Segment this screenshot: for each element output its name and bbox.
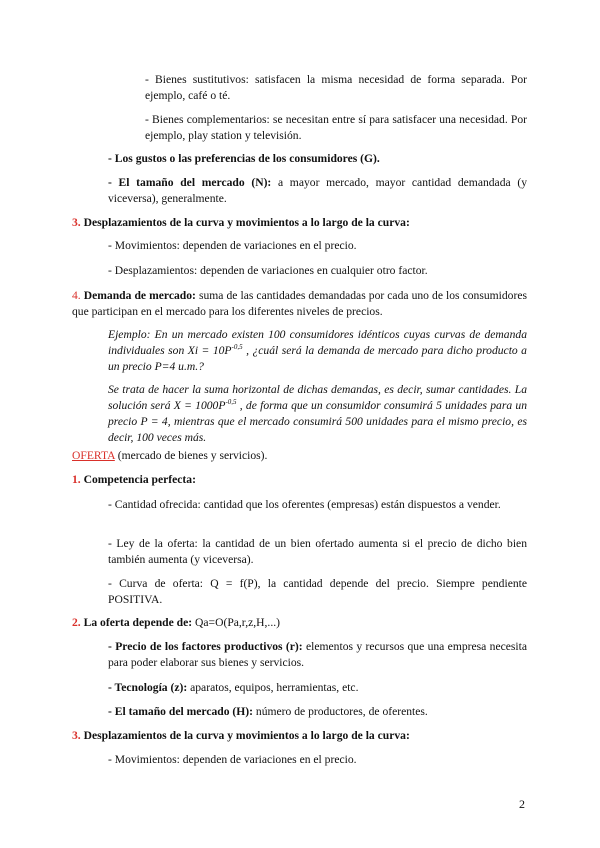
- curva-oferta-paragraph: - Curva de oferta: Q = f(P), la cantidad depende del precio. Siempre pendiente POSITIVA.: [108, 577, 527, 606]
- oferta-3-title: Desplazamientos de la curva y movimientos a lo largo de la curva:: [80, 729, 410, 742]
- precio-factores-label: - Precio de los factores productivos (r):: [108, 640, 303, 653]
- tecnologia-text: aparatos, equipos, herramientas, etc.: [187, 681, 359, 694]
- section-4-title: Demanda de mercado:: [80, 289, 196, 302]
- oferta-subtitle: (mercado de bienes y servicios).: [114, 449, 268, 462]
- complementarios-paragraph: - Bienes complementarios: se necesitan entre sí para satisfacer una necesidad. Por ejemplo, play station y televisión.: [145, 113, 527, 142]
- section-4-number: 4.: [72, 289, 81, 302]
- section-4-text: suma de las cantidades demandadas por cada uno de los consumidores que participan en el mercado para los diferentes niveles de precios.: [72, 289, 527, 318]
- section-3-heading: [72, 215, 527, 231]
- tamano-mercado-paragraph: [108, 175, 527, 207]
- section-3-title: Desplazamientos de la curva y movimientos a lo largo de la curva:: [80, 216, 410, 229]
- solution-text-a: Se trata de hacer la suma horizontal de dichas demandas, es decir, sumar cantidades. La solución será X = 1000P: [108, 383, 527, 412]
- section-3-number: 3.: [72, 216, 81, 229]
- cantidad-ofrecida-paragraph: - Cantidad ofrecida: cantidad que los oferentes (empresas) están dispuestos a vender.: [108, 498, 501, 511]
- example-text-a: Ejemplo: En un mercado existen 100 consumidores idénticos cuyas curvas de demanda individuales son Xi = 10P: [108, 328, 527, 357]
- oferta-3-number: 3.: [72, 729, 81, 742]
- oferta-movimientos-paragraph: - Movimientos: dependen de variaciones en el precio.: [108, 753, 357, 766]
- tamano-mercado-oferta-label: - El tamaño del mercado (H):: [108, 705, 254, 718]
- example-paragraph: [108, 327, 527, 375]
- oferta-2-heading: [72, 615, 527, 631]
- section-4-paragraph: [72, 288, 527, 320]
- tamano-mercado-oferta-text: número de productores, de oferentes.: [253, 705, 428, 718]
- oferta-3-heading: [72, 728, 527, 744]
- tamano-mercado-oferta-paragraph: [108, 704, 527, 720]
- precio-factores-text: elementos y recursos que una empresa necesita para poder elaborar sus bienes y servicios.: [108, 640, 527, 669]
- solution-text-b: , de forma que un consumidor consumirá 5 unidades para un precio P = 4, mientras que el mercado consumirá 500 unidades para el mismo precio, es decir, 100 veces más.: [108, 399, 527, 444]
- gustos-paragraph: - Los gustos o las preferencias de los consumidores (G).: [108, 152, 380, 165]
- tamano-mercado-label: - El tamaño del mercado (N):: [108, 176, 272, 189]
- oferta-2-title: La oferta depende de:: [80, 616, 193, 629]
- example-exponent: -0,5: [231, 343, 243, 352]
- desplazamientos-paragraph: - Desplazamientos: dependen de variaciones en cualquier otro factor.: [108, 264, 428, 277]
- sustitutivos-paragraph: - Bienes sustitutivos: satisfacen la misma necesidad de forma separada. Por ejemplo, café o té.: [145, 73, 527, 102]
- precio-factores-paragraph: [108, 639, 527, 671]
- tecnologia-paragraph: [108, 680, 527, 696]
- oferta-1-number: 1.: [72, 473, 81, 486]
- ley-oferta-paragraph: - Ley de la oferta: la cantidad de un bien ofertado aumenta si el precio de dicho bien también aumenta (y viceversa).: [108, 537, 527, 566]
- oferta-heading: [72, 448, 527, 464]
- oferta-2-number: 2.: [72, 616, 81, 629]
- solution-exponent: -0,5: [225, 398, 237, 407]
- tecnologia-label: - Tecnología (z):: [108, 681, 188, 694]
- oferta-1-heading: [72, 472, 527, 488]
- solution-paragraph: [108, 382, 527, 446]
- oferta-link[interactable]: OFERTA: [72, 449, 115, 462]
- movimientos-paragraph: - Movimientos: dependen de variaciones en el precio.: [108, 239, 357, 252]
- page-number: 2: [519, 797, 525, 811]
- example-text-b: , ¿cuál será la demanda de mercado para dicho producto a un precio P=4 u.m.?: [108, 344, 527, 373]
- tamano-mercado-text: a mayor mercado, mayor cantidad demandada (y viceversa), generalmente.: [108, 176, 527, 205]
- oferta-1-title: Competencia perfecta:: [80, 473, 196, 486]
- oferta-2-formula: Qa=O(Pa,r,z,H,...): [192, 616, 280, 629]
